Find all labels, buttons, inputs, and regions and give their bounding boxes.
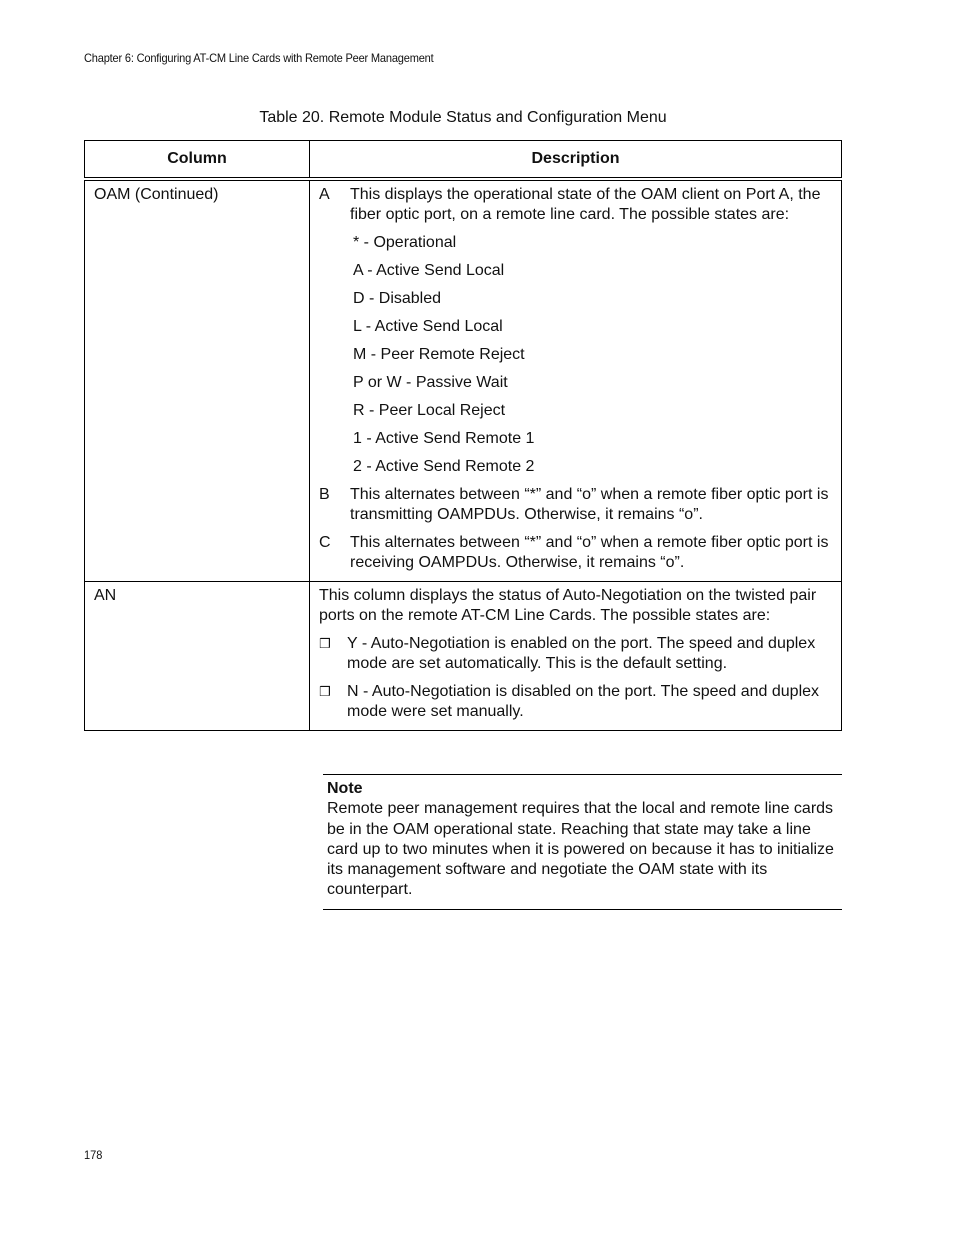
bullet-text: N - Auto-Negotiation is disabled on the port. The speed and duplex mode were set manually.: [347, 683, 820, 720]
lettered-item: [319, 485, 832, 525]
item-letter: B: [319, 486, 330, 503]
state-item: P or W - Passive Wait: [353, 374, 508, 391]
lettered-item: [319, 533, 832, 573]
note-text: Remote peer management requires that the local and remote line cards be in the OAM operational state. Reaching that state may take a line card up to two minutes when it is powered on because it has to initialize its management software and negotiate the OAM state with its counterpart.: [327, 800, 834, 899]
row-description: [310, 179, 842, 582]
bullet-item: [319, 682, 832, 722]
running-header: Chapter 6: Configuring AT-CM Line Cards with Remote Peer Management: [84, 51, 434, 65]
row-column-name: OAM (Continued): [85, 179, 310, 582]
state-item: 1 - Active Send Remote 1: [353, 430, 535, 447]
page-number: 178: [84, 1148, 103, 1162]
checkbox-bullet-icon: ❒: [319, 684, 331, 699]
row-column-name: AN: [85, 582, 310, 731]
note-box: [323, 774, 842, 910]
state-item: A - Active Send Local: [353, 262, 505, 279]
row-description: [310, 582, 842, 731]
checkbox-bullet-icon: ❒: [319, 636, 331, 651]
description-intro: This column displays the status of Auto-Negotiation on the twisted pair ports on the remote AT-CM Line Cards. The possible states are:: [319, 587, 817, 624]
status-config-table: [84, 140, 842, 731]
bullet-text: Y - Auto-Negotiation is enabled on the port. The speed and duplex mode are set automatically. This is the default setting.: [347, 635, 816, 672]
note-title: Note: [327, 780, 363, 797]
table-caption: Table 20. Remote Module Status and Configuration Menu: [259, 109, 667, 126]
table-row: [85, 582, 842, 731]
state-list: [353, 233, 832, 477]
table-row: [85, 179, 842, 582]
state-item: D - Disabled: [353, 290, 442, 307]
lettered-item: [319, 185, 832, 225]
item-text: This alternates between “*” and “o” when a remote fiber optic port is transmitting OAMPDUs. Otherwise, it remains “o”.: [350, 486, 829, 523]
item-text: This alternates between “*” and “o” when a remote fiber optic port is receiving OAMPDUs. Otherwise, it remains “o”.: [350, 534, 829, 571]
table-header-row: [85, 141, 842, 180]
state-item: R - Peer Local Reject: [353, 402, 506, 419]
state-item: M - Peer Remote Reject: [353, 346, 525, 363]
item-letter: A: [319, 186, 330, 203]
description-header: Description: [310, 141, 842, 180]
state-item: L - Active Send Local: [353, 318, 503, 335]
column-header: Column: [85, 141, 310, 180]
item-letter: C: [319, 534, 331, 551]
state-item: 2 - Active Send Remote 2: [353, 458, 535, 475]
state-item: * - Operational: [353, 234, 457, 251]
item-text: This displays the operational state of the OAM client on Port A, the fiber optic port, on a remote line card. The possible states are:: [350, 186, 821, 223]
bullet-item: [319, 634, 832, 674]
